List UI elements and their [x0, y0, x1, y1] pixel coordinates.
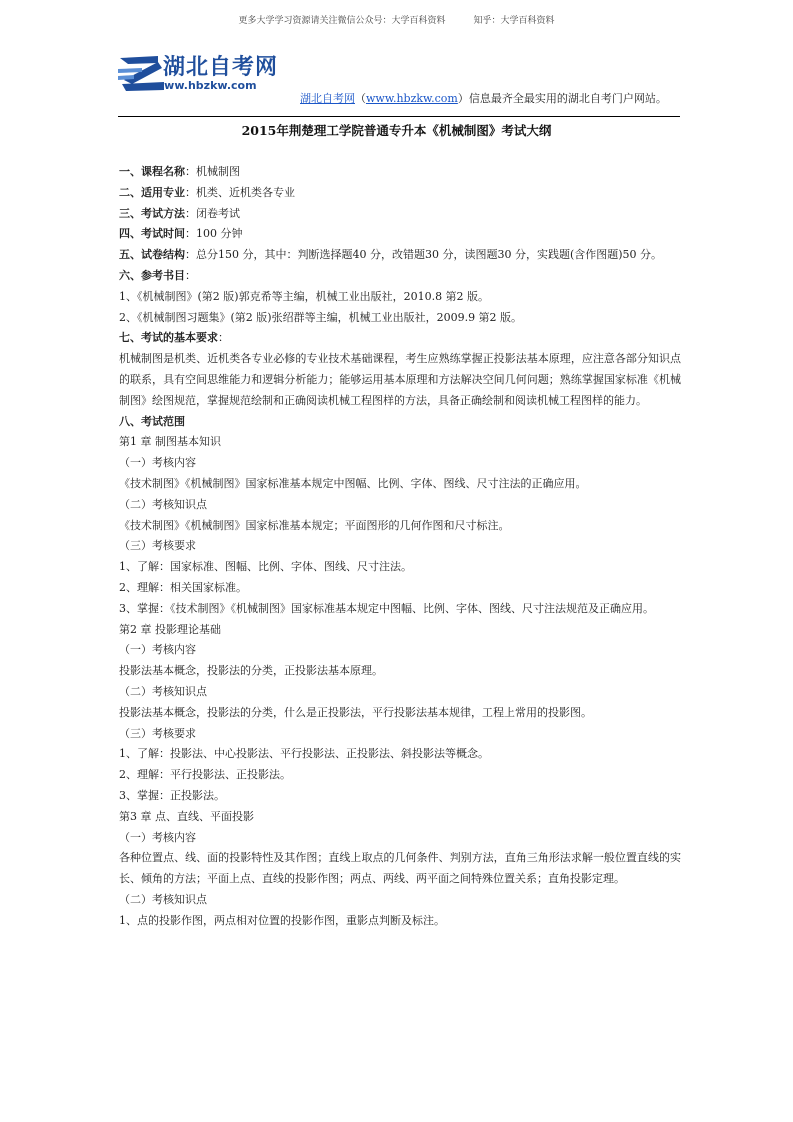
site-name-link[interactable]: 湖北自考网	[300, 92, 355, 105]
structure-line: 五、试卷结构：总分150 分，其中：判断选择题40 分，改错题30 分，读图题30 分，实践题(含作图题)50 分。	[119, 248, 663, 262]
subsection-heading: （三）考核要求	[119, 726, 196, 740]
books-heading: 六、参考书目：	[119, 268, 196, 282]
tagline	[300, 90, 667, 106]
subsection-heading: （二）考核知识点	[119, 684, 207, 698]
tagline-text: ）信息最齐全最实用的湖北自考门户网站。	[457, 92, 667, 105]
chapter-title: 第1 章 制图基本知识	[119, 435, 221, 449]
subsection-heading: （三）考核要求	[119, 539, 196, 553]
requirement-item: 2、理解：相关国家标准。	[119, 580, 247, 594]
header-note-zhihu: 知乎：大学百科资料	[473, 16, 555, 26]
requirement-item: 1、了解：国家标准、图幅、比例、字体、图线、尺寸注法。	[119, 560, 412, 574]
document-body	[119, 162, 681, 931]
site-url-link[interactable]: www.hbzkw.com	[366, 92, 458, 105]
page-title: 2015年荆楚理工学院普通专升本《机械制图》考试大纲	[241, 123, 552, 138]
subsection-heading: （二）考核知识点	[119, 892, 207, 906]
requirement-item: 1、点的投影作图，两点相对位置的投影作图，重影点判断及标注。	[119, 913, 445, 927]
book-item: 1、《机械制图》(第2 版)郭克希等主编，机械工业出版社，2010.8 第2 版。	[119, 289, 490, 303]
header-note-wechat: 更多大学学习资源请关注微信公众号：大学百科资料	[238, 16, 446, 26]
method-line: 三、考试方法：闭卷考试	[119, 206, 240, 220]
logo-name: 湖北自考网	[163, 55, 279, 80]
requirements-text: 机械制图是机类、近机类各专业必修的专业技术基础课程，考生应熟练掌握正投影法基本原理，应注意各部分知识点的联系，具有空间思维能力和逻辑分析能力；能够运用基本原理和方法解决空间几何问题；熟练掌握国家标准《机械制图》绘图规范，掌握规范绘制和正确阅读机械工程图样的方法，具备正确绘制和阅读机械工程图样的能力。	[119, 352, 681, 407]
logo-url: www.hbzkw.com	[154, 79, 257, 92]
requirements-heading: 七、考试的基本要求：	[119, 331, 229, 345]
subsection-text: 各种位置点、线、面的投影特性及其作图；直线上取点的几何条件、判别方法，直角三角形法求解一般位置直线的实长、倾角的方法；平面上点、直线的投影作图；两点、两线、两平面之间特殊位置关系；直角投影定理。	[119, 851, 681, 886]
major-line: 二、适用专业：机类、近机类各专业	[119, 185, 295, 199]
subsection-heading: （一）考核内容	[119, 456, 196, 470]
requirement-item: 1、了解：投影法、中心投影法、平行投影法、正投影法、斜投影法等概念。	[119, 747, 489, 761]
subsection-heading: （一）考核内容	[119, 830, 196, 844]
requirement-item: 2、理解：平行投影法、正投影法。	[119, 768, 291, 782]
requirement-item: 3、掌握：《技术制图》《机械制图》国家标准基本规定中图幅、比例、字体、图线、尺寸注法规范及正确应用。	[119, 601, 654, 615]
subsection-heading: （二）考核知识点	[119, 497, 207, 511]
header-divider	[118, 116, 680, 117]
subsection-text: 投影法基本概念，投影法的分类，什么是正投影法，平行投影法基本规律，工程上常用的投影图。	[119, 705, 592, 719]
header-note	[0, 13, 793, 26]
subsection-text: 投影法基本概念，投影法的分类，正投影法基本原理。	[119, 664, 383, 678]
subsection-text: 《技术制图》《机械制图》国家标准基本规定中图幅、比例、字体、图线、尺寸注法的正确应用。	[119, 476, 587, 490]
scope-heading: 八、考试范围	[119, 414, 185, 428]
time-line: 四、考试时间：100 分钟	[119, 227, 243, 241]
chapter-title: 第2 章 投影理论基础	[119, 622, 221, 636]
course-name-line: 一、课程名称：机械制图	[119, 165, 240, 178]
tagline-paren: （	[355, 92, 366, 105]
subsection-heading: （一）考核内容	[119, 643, 196, 657]
book-item: 2、《机械制图习题集》(第2 版)张绍群等主编，机械工业出版社，2009.9 第2 版。	[119, 310, 523, 324]
chapter-title: 第3 章 点、直线、平面投影	[119, 809, 254, 823]
subsection-text: 《技术制图》《机械制图》国家标准基本规定；平面图形的几何作图和尺寸标注。	[119, 518, 510, 532]
requirement-item: 3、掌握：正投影法。	[119, 788, 225, 802]
